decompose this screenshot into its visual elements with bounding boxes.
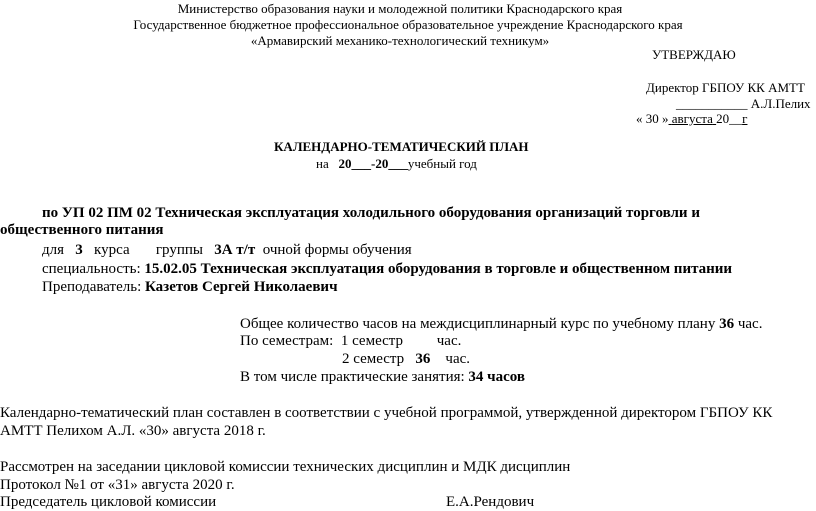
total-hours-suffix: час. xyxy=(737,316,763,332)
year-to: -20 xyxy=(370,156,389,171)
total-hours-line xyxy=(240,316,762,333)
director-name: А.Л.Пелих xyxy=(750,96,811,111)
date-month-underlined xyxy=(669,111,717,126)
date-month: августа xyxy=(671,111,713,126)
date-day: « 30 » xyxy=(636,111,669,126)
plan-title: КАЛЕНДАРНО-ТЕМАТИЧЕСКИЙ ПЛАН xyxy=(274,139,529,154)
date-year-prefix: 20 xyxy=(716,111,730,126)
practice-value: 34 часов xyxy=(468,369,526,385)
for-label: для xyxy=(42,242,65,258)
ministry-header: Министерство образования науки и молодежной политики Краснодарского края xyxy=(177,1,623,16)
year-suffix: учебный год xyxy=(407,156,477,171)
signature-blank: ___________ xyxy=(676,96,748,111)
total-hours-prefix: Общее количество часов на междисциплинарный курс по учебному плану xyxy=(240,316,716,332)
practice-line xyxy=(240,369,525,386)
year-from: 20 xyxy=(338,156,352,171)
total-hours-value: 36 xyxy=(719,316,735,332)
protocol-line: Протокол №1 от «31» августа 2020 г. xyxy=(0,477,235,493)
sem1-suffix: час. xyxy=(436,333,462,349)
approval-title: УТВЕРЖДАЮ xyxy=(652,47,736,62)
specialty-value: 15.02.05 Техническая эксплуатация оборудования в торговле и общественном питании xyxy=(144,261,733,277)
chair-name: Е.А.Рендович xyxy=(446,494,535,510)
reviewed-line: Рассмотрен на заседании цикловой комиссии технических дисциплин и МДК дисциплин xyxy=(0,459,571,475)
subject-line-1: по УП 02 ПМ 02 Техническая эксплуатация холодильного оборудования организаций торговли и xyxy=(42,205,700,221)
year-to-blank: ___ xyxy=(388,156,408,171)
sem2-label: 2 семестр xyxy=(342,351,405,367)
form-label: очной формы обучения xyxy=(262,242,412,258)
year-prefix: на xyxy=(316,156,329,171)
year-from-blank: ___ xyxy=(351,156,371,171)
compiled-line-1: Календарно-тематический план составлен в соответствии с учебной программой, утвержденной директором ГБПОУ КК xyxy=(0,405,773,421)
subject-line-2: общественного питания xyxy=(0,222,164,238)
course-group-line xyxy=(42,242,412,259)
sem2-suffix: час. xyxy=(445,351,471,367)
teacher-label: Преподаватель: xyxy=(42,279,142,295)
approval-date xyxy=(636,111,747,127)
sem2-value: 36 xyxy=(415,351,431,367)
specialty-line xyxy=(42,261,732,278)
date-year-blank: __ xyxy=(729,111,743,126)
teacher-line xyxy=(42,279,338,296)
specialty-label: специальность: xyxy=(42,261,141,277)
semester-1-line xyxy=(240,333,461,350)
compiled-line-2: АМТТ Пелихом А.Л. «30» августа 2018 г. xyxy=(0,423,266,439)
chair-label: Председатель цикловой комиссии xyxy=(0,494,217,510)
group-label: группы xyxy=(155,242,203,258)
teacher-value: Казетов Сергей Николаевич xyxy=(145,279,338,295)
institution-header: Государственное бюджетное профессиональное образовательное учреждение Краснодарского края xyxy=(133,17,683,32)
plan-year xyxy=(316,156,477,172)
course-label: курса xyxy=(94,242,130,258)
approval-signature-line xyxy=(676,96,811,112)
group-value: 3А т/т xyxy=(214,242,256,258)
college-header: «Армавирский механико-технологический техникум» xyxy=(250,33,550,48)
semesters-label: По семестрам: xyxy=(240,333,334,349)
course-number: 3 xyxy=(75,242,83,258)
semester-2-line xyxy=(342,351,470,368)
sem1-label: 1 семестр xyxy=(340,333,403,349)
approval-director: Директор ГБПОУ КК АМТТ xyxy=(646,80,805,95)
date-suffix: г xyxy=(742,111,748,126)
practice-prefix: В том числе практические занятия: xyxy=(240,369,465,385)
